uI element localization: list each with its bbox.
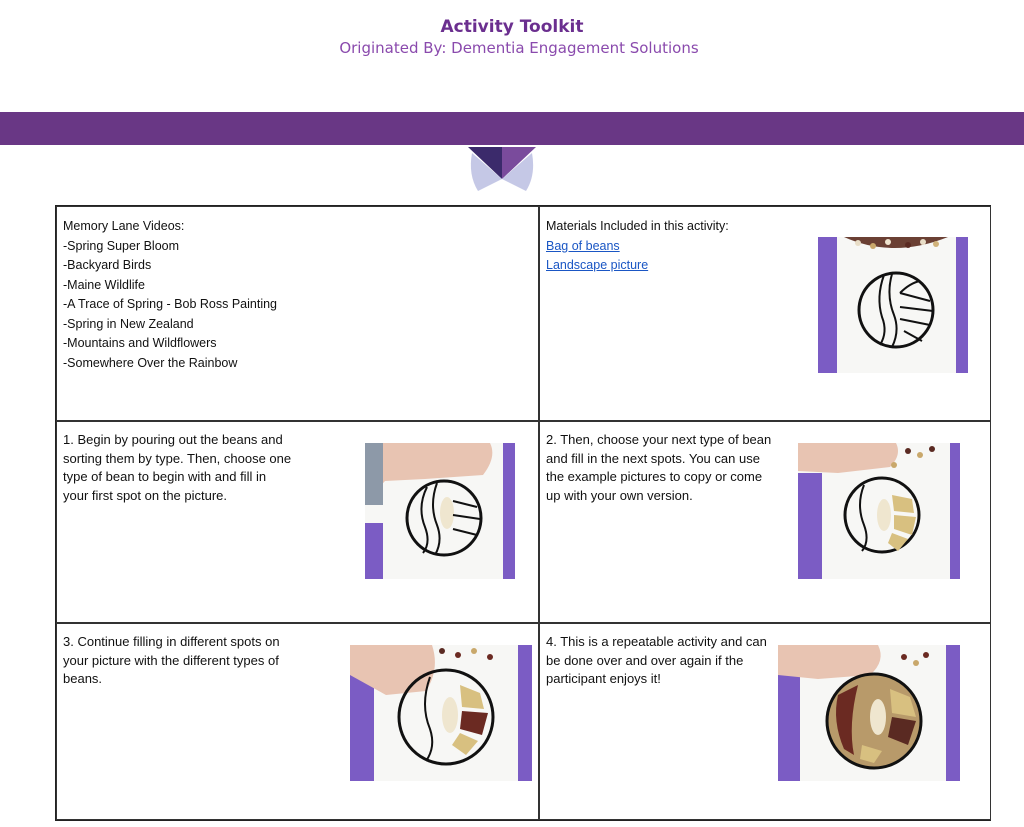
video-item: -Backyard Birds bbox=[63, 258, 152, 272]
bag-of-beans-link[interactable]: Bag of beans bbox=[546, 238, 620, 253]
video-item: -Spring in New Zealand bbox=[63, 316, 194, 331]
page-subtitle: Originated By: Dementia Engagement Solutions bbox=[339, 39, 699, 57]
step-1-text: 1. Begin by pouring out the beans and sorting them by type. Then, choose one type of bean to begin with and fill in your first spot on the picture. bbox=[63, 432, 292, 503]
materials-heading: Materials Included in this activity: bbox=[546, 219, 729, 233]
step-1-cell bbox=[56, 421, 539, 623]
video-item: -Maine Wildlife bbox=[63, 277, 145, 292]
videos-heading: Memory Lane Videos: bbox=[63, 219, 185, 233]
step-4-cell bbox=[539, 623, 991, 820]
video-item: -Somewhere Over the Rainbow bbox=[63, 355, 238, 370]
step-3-photo bbox=[350, 645, 532, 781]
header-band bbox=[0, 112, 1024, 145]
materials-cell bbox=[539, 206, 991, 421]
activity-table bbox=[55, 205, 991, 821]
materials-photo bbox=[818, 237, 968, 373]
step-2-cell bbox=[539, 421, 991, 623]
step-2-text: 2. Then, choose your next type of bean and fill in the next spots. You can use the example pictures to copy or come up with your own version. bbox=[546, 432, 772, 503]
video-item: -A Trace of Spring - Bob Ross Painting bbox=[63, 297, 277, 311]
page-title: Activity Toolkit bbox=[440, 17, 584, 37]
videos-cell bbox=[56, 206, 539, 421]
step-2-photo bbox=[798, 443, 960, 579]
step-3-cell bbox=[56, 623, 539, 820]
landscape-picture-link[interactable]: Landscape picture bbox=[546, 258, 649, 272]
step-4-photo bbox=[778, 645, 960, 781]
video-item: -Spring Super Bloom bbox=[63, 238, 180, 253]
step-3-text: 3. Continue filling in different spots on your picture with the different types of beans. bbox=[63, 634, 280, 687]
video-item: -Mountains and Wildflowers bbox=[63, 336, 217, 350]
logo-icon bbox=[466, 145, 538, 193]
step-4-text: 4. This is a repeatable activity and can be done over and over again if the participant enjoys it! bbox=[546, 634, 767, 687]
step-1-photo bbox=[365, 443, 515, 579]
